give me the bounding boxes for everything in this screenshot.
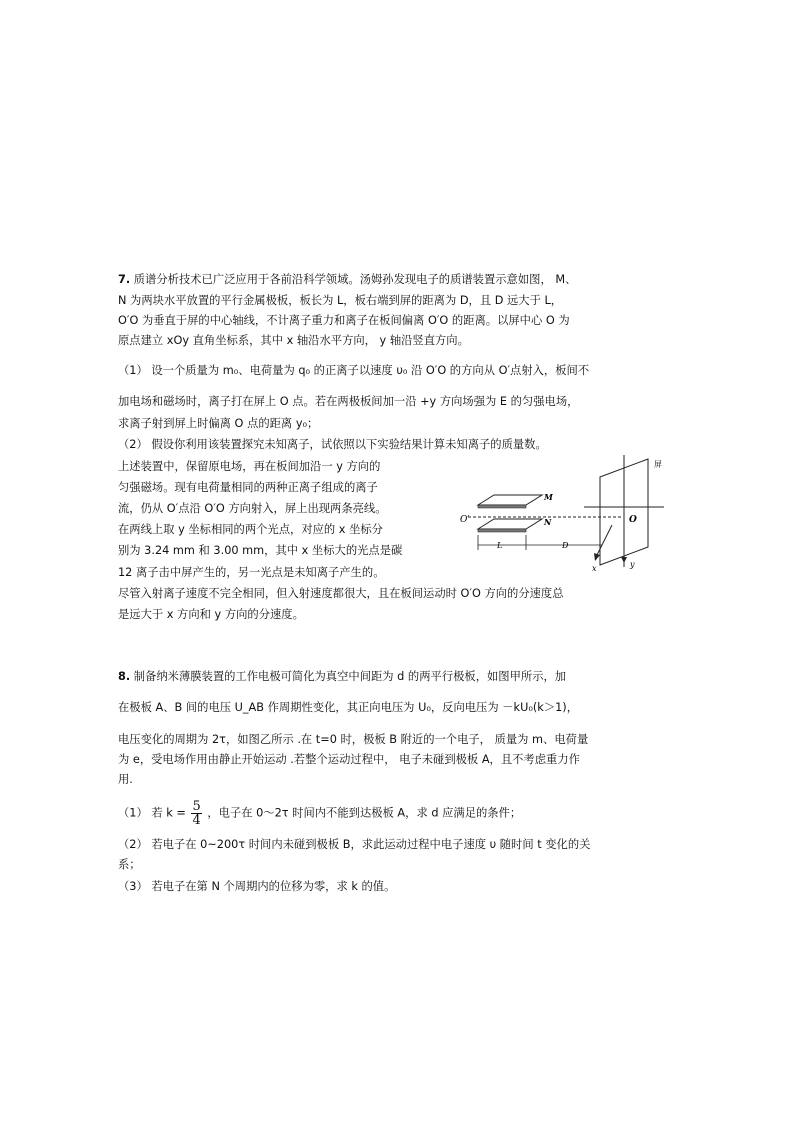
label-n: N — [544, 517, 552, 527]
q7-line-5: （1） 设一个质量为 m₀、电荷量为 q₀ 的正离子以速度 υ₀ 沿 O′O 的方向从 O′点射入，板间不 — [118, 364, 590, 377]
label-d: D — [562, 541, 569, 550]
q8-line-5: 用. — [118, 773, 133, 786]
label-oprime: O′ — [460, 515, 470, 525]
x-axis-line — [597, 525, 612, 555]
y-axis-arrow — [621, 557, 627, 563]
label-m: M — [544, 492, 553, 502]
q7-line-15: 尽管入射离子速度不完全相同，但入射速度都很大，且在板间运动时 O′O 方向的分速度总 — [118, 587, 564, 600]
q7-number: 7. — [118, 273, 131, 286]
plate-m-edge — [478, 505, 526, 508]
q8-sub2-b: 系； — [118, 858, 141, 871]
q7-line-13: 别为 3.24 mm 和 3.00 mm，其中 x 坐标大的光点是碳 — [118, 544, 403, 557]
q8-line-3: 电压变化的周期为 2τ，如图乙所示 .在 t=0 时，极板 B 附近的一个电子， 质量为 m、电荷量 — [118, 733, 589, 746]
q7-line-6: 加电场和磁场时，离子打在屏上 O 点。若在两极板间加一沿 +y 方向场强为 E 的匀强电场， — [118, 395, 579, 408]
q7-line-1: 7. 质谱分析技术已广泛应用于各前沿科学领域。汤姆孙发现电子的质谱装置示意如图， M、 — [118, 273, 577, 286]
figure-svg — [452, 455, 672, 580]
q7-line-4: 原点建立 xOy 直角坐标系，其中 x 轴沿水平方向， y 轴沿竖直方向。 — [118, 334, 469, 347]
label-o: O — [629, 515, 637, 525]
q7-line-16: 是远大于 x 方向和 y 方向的分速度。 — [118, 608, 304, 621]
plate-n — [478, 519, 542, 529]
q7-line-14: 12 离子击中屏产生的，另一光点是未知离子产生的。 — [118, 566, 385, 579]
q8-line-1: 8. 制备纳米薄膜装置的工作电极可简化为真空中间距为 d 的两平行极板，如图甲所示，加 — [118, 670, 567, 683]
label-screen: 屏 — [654, 460, 662, 469]
q8-sub2-a: （2） 若电子在 0~200τ 时间内未碰到极板 B，求此运动过程中电子速度 υ 随时间 t 变化的关 — [118, 838, 591, 851]
q8-number: 8. — [118, 670, 131, 683]
q7-line-2: N 为两块水平放置的平行金属极板，板长为 L，板右端到屏的距离为 D，且 D 远大于 L， — [118, 294, 563, 307]
q8-sub3: （3） 若电子在第 N 个周期内的位移为零，求 k 的值。 — [118, 880, 396, 893]
plate-n-edge — [478, 529, 526, 532]
x-axis-arrow — [594, 553, 600, 561]
q7-line-11: 流，仍从 O′点沿 O′O 方向射入，屏上出现两条亮线。 — [118, 502, 387, 515]
q8-sub1: （1） 若 k = $\frac{5}{4}$ ，电子在 0～2τ 时间内不能到达极板 A，求 d 应满足的条件； — [118, 799, 522, 828]
q8-line-2: 在极板 A、B 间的电压 U_AB 作周期性变化，其正向电压为 U₀，反向电压为 －kU₀(k＞1)， — [118, 701, 579, 714]
q7-line-10: 匀强磁场。现有电荷量相同的两种正离子组成的离子 — [118, 481, 378, 494]
label-l: L — [497, 541, 503, 550]
q7-line-3: O′O 为垂直于屏的中心轴线，不计离子重力和离子在板间偏离 O′O 的距离。以屏中心 O 为 — [118, 314, 570, 327]
label-x: x — [592, 564, 597, 573]
q7-line-7: 求离子射到屏上时偏离 O 点的距离 y₀； — [118, 417, 319, 430]
q8-line-4: 为 e，受电场作用由静止开始运动 .若整个运动过程中， 电子未碰到极板 A，且不考虑重力作 — [118, 753, 580, 766]
label-y: y — [630, 560, 635, 569]
fraction-5-over-4: $\frac{5}{4}$ — [192, 799, 201, 828]
q7-line-8: （2） 假设你利用该装置探究未知离子，试依照以下实验结果计算未知离子的质量数。 — [118, 438, 547, 451]
q7-line-9: 上述装置中，保留原电场，再在板间加沿一 y 方向的 — [118, 460, 381, 473]
q7-line-12: 在两线上取 y 坐标相同的两个光点，对应的 x 坐标分 — [118, 523, 383, 536]
plate-m — [478, 495, 542, 505]
mass-spectrometer-figure — [452, 455, 672, 580]
